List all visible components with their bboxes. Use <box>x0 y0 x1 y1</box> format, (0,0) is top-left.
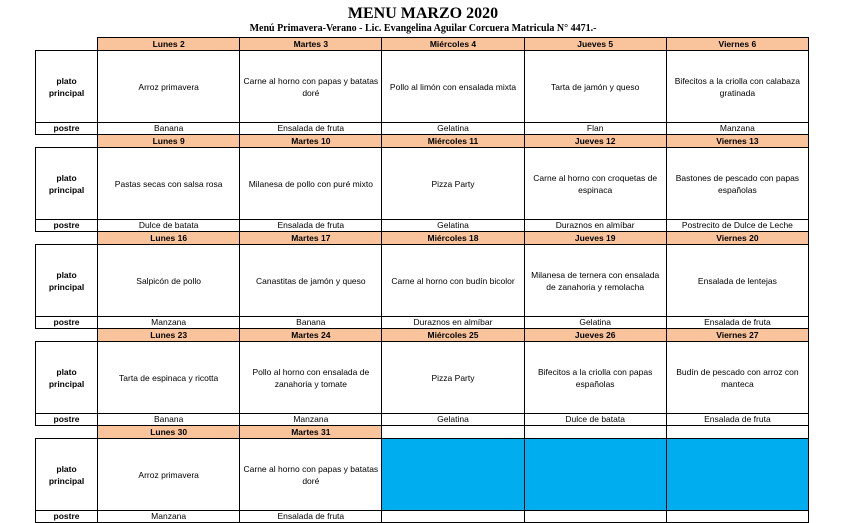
main-dish-label: plato principal <box>36 245 98 317</box>
dessert-cell: Ensalada de fruta <box>666 317 808 329</box>
empty-day-cell <box>382 439 524 511</box>
day-header: Miércoles 11 <box>382 135 524 148</box>
dessert-cell: Gelatina <box>382 220 524 232</box>
day-header: Viernes 20 <box>666 232 808 245</box>
dessert-cell: Manzana <box>666 123 808 135</box>
dessert-cell: Dulce de batata <box>524 414 666 426</box>
day-header: Jueves 19 <box>524 232 666 245</box>
main-dish-label: plato principal <box>36 439 98 511</box>
main-dish-cell: Carne al horno con croquetas de espinaca <box>524 148 666 220</box>
dessert-cell: Manzana <box>98 317 240 329</box>
dessert-cell: Gelatina <box>382 123 524 135</box>
main-dish-cell: Ensalada de lentejas <box>666 245 808 317</box>
week-header-row <box>36 426 809 439</box>
dessert-label: postre <box>36 414 98 426</box>
main-dish-cell: Milanesa de pollo con puré mixto <box>240 148 382 220</box>
day-header: Viernes 6 <box>666 38 808 51</box>
dessert-cell: Dulce de batata <box>98 220 240 232</box>
empty-day-header <box>382 426 524 439</box>
dessert-cell: Gelatina <box>382 414 524 426</box>
dessert-cell: Banana <box>98 123 240 135</box>
dessert-cell: Manzana <box>240 414 382 426</box>
main-dish-cell: Bastones de pescado con papas españolas <box>666 148 808 220</box>
week-header-row <box>36 232 809 245</box>
empty-day-header <box>524 426 666 439</box>
day-header: Jueves 26 <box>524 329 666 342</box>
dessert-cell: Ensalada de fruta <box>666 414 808 426</box>
main-dish-cell: Pastas secas con salsa rosa <box>98 148 240 220</box>
menu-table <box>35 37 809 523</box>
dessert-cell: Ensalada de fruta <box>240 511 382 523</box>
main-dish-row <box>36 148 809 220</box>
week-header-row <box>36 329 809 342</box>
dessert-cell: Gelatina <box>524 317 666 329</box>
day-header: Lunes 2 <box>98 38 240 51</box>
dessert-cell: Banana <box>240 317 382 329</box>
week-header-spacer <box>36 135 98 148</box>
main-dish-row <box>36 342 809 414</box>
day-header: Martes 17 <box>240 232 382 245</box>
main-dish-row <box>36 51 809 123</box>
dessert-row <box>36 220 809 232</box>
main-dish-row <box>36 439 809 511</box>
dessert-cell: Ensalada de fruta <box>240 123 382 135</box>
week-header-spacer <box>36 38 98 51</box>
dessert-label: postre <box>36 511 98 523</box>
empty-day-cell <box>666 439 808 511</box>
empty-dessert-cell <box>382 511 524 523</box>
dessert-cell: Banana <box>98 414 240 426</box>
dessert-cell: Ensalada de fruta <box>240 220 382 232</box>
main-dish-cell: Tarta de espinaca y ricotta <box>98 342 240 414</box>
day-header: Miércoles 18 <box>382 232 524 245</box>
day-header: Martes 3 <box>240 38 382 51</box>
week-header-spacer <box>36 232 98 245</box>
main-dish-cell: Carne al horno con budín bicolor <box>382 245 524 317</box>
dessert-cell: Postrecito de Dulce de Leche <box>666 220 808 232</box>
main-dish-cell: Pollo al horno con ensalada de zanahoria y tomate <box>240 342 382 414</box>
main-dish-cell: Milanesa de ternera con ensalada de zanahoria y remolacha <box>524 245 666 317</box>
main-dish-cell: Carne al horno con papas y batatas doré <box>240 51 382 123</box>
main-dish-cell: Salpicón de pollo <box>98 245 240 317</box>
dessert-label: postre <box>36 317 98 329</box>
day-header: Miércoles 4 <box>382 38 524 51</box>
week-header-spacer <box>36 426 98 439</box>
dessert-cell: Manzana <box>98 511 240 523</box>
dessert-row <box>36 123 809 135</box>
dessert-label: postre <box>36 220 98 232</box>
main-dish-cell: Arroz primavera <box>98 51 240 123</box>
dessert-cell: Duraznos en almíbar <box>382 317 524 329</box>
main-dish-cell: Budín de pescado con arroz con manteca <box>666 342 808 414</box>
main-dish-cell: Pollo al limón con ensalada mixta <box>382 51 524 123</box>
empty-day-header <box>666 426 808 439</box>
dessert-row <box>36 317 809 329</box>
page-title: MENU MARZO 2020 <box>347 5 499 22</box>
week-header-row <box>36 135 809 148</box>
main-dish-cell: Arroz primavera <box>98 439 240 511</box>
day-header: Miércoles 25 <box>382 329 524 342</box>
dessert-label: postre <box>36 123 98 135</box>
day-header: Lunes 16 <box>98 232 240 245</box>
day-header: Lunes 23 <box>98 329 240 342</box>
dessert-cell: Flan <box>524 123 666 135</box>
dessert-row <box>36 414 809 426</box>
main-dish-label: plato principal <box>36 342 98 414</box>
dessert-row <box>36 511 809 523</box>
day-header: Viernes 27 <box>666 329 808 342</box>
menu-body <box>36 38 809 523</box>
week-header-row <box>36 38 809 51</box>
week-header-spacer <box>36 329 98 342</box>
day-header: Jueves 5 <box>524 38 666 51</box>
main-dish-cell: Pizza Party <box>382 342 524 414</box>
day-header: Martes 10 <box>240 135 382 148</box>
main-dish-row <box>36 245 809 317</box>
day-header: Lunes 9 <box>98 135 240 148</box>
day-header: Jueves 12 <box>524 135 666 148</box>
main-dish-cell: Bifecitos a la criolla con papas españolas <box>524 342 666 414</box>
main-dish-cell: Bifecitos a la criolla con calabaza gratinada <box>666 51 808 123</box>
main-dish-label: plato principal <box>36 148 98 220</box>
main-dish-cell: Canastitas de jamón y queso <box>240 245 382 317</box>
empty-dessert-cell <box>666 511 808 523</box>
main-dish-cell: Carne al horno con papas y batatas doré <box>240 439 382 511</box>
main-dish-label: plato principal <box>36 51 98 123</box>
day-header: Martes 24 <box>240 329 382 342</box>
empty-dessert-cell <box>524 511 666 523</box>
main-dish-cell: Tarta de jamón y queso <box>524 51 666 123</box>
main-dish-cell: Pizza Party <box>382 148 524 220</box>
day-header: Lunes 30 <box>98 426 240 439</box>
day-header: Martes 31 <box>240 426 382 439</box>
empty-day-cell <box>524 439 666 511</box>
page-subtitle: Menú Primavera-Verano - Lic. Evangelina Aguilar Corcuera Matricula N° 4471.- <box>249 23 597 34</box>
dessert-cell: Duraznos en almíbar <box>524 220 666 232</box>
day-header: Viernes 13 <box>666 135 808 148</box>
